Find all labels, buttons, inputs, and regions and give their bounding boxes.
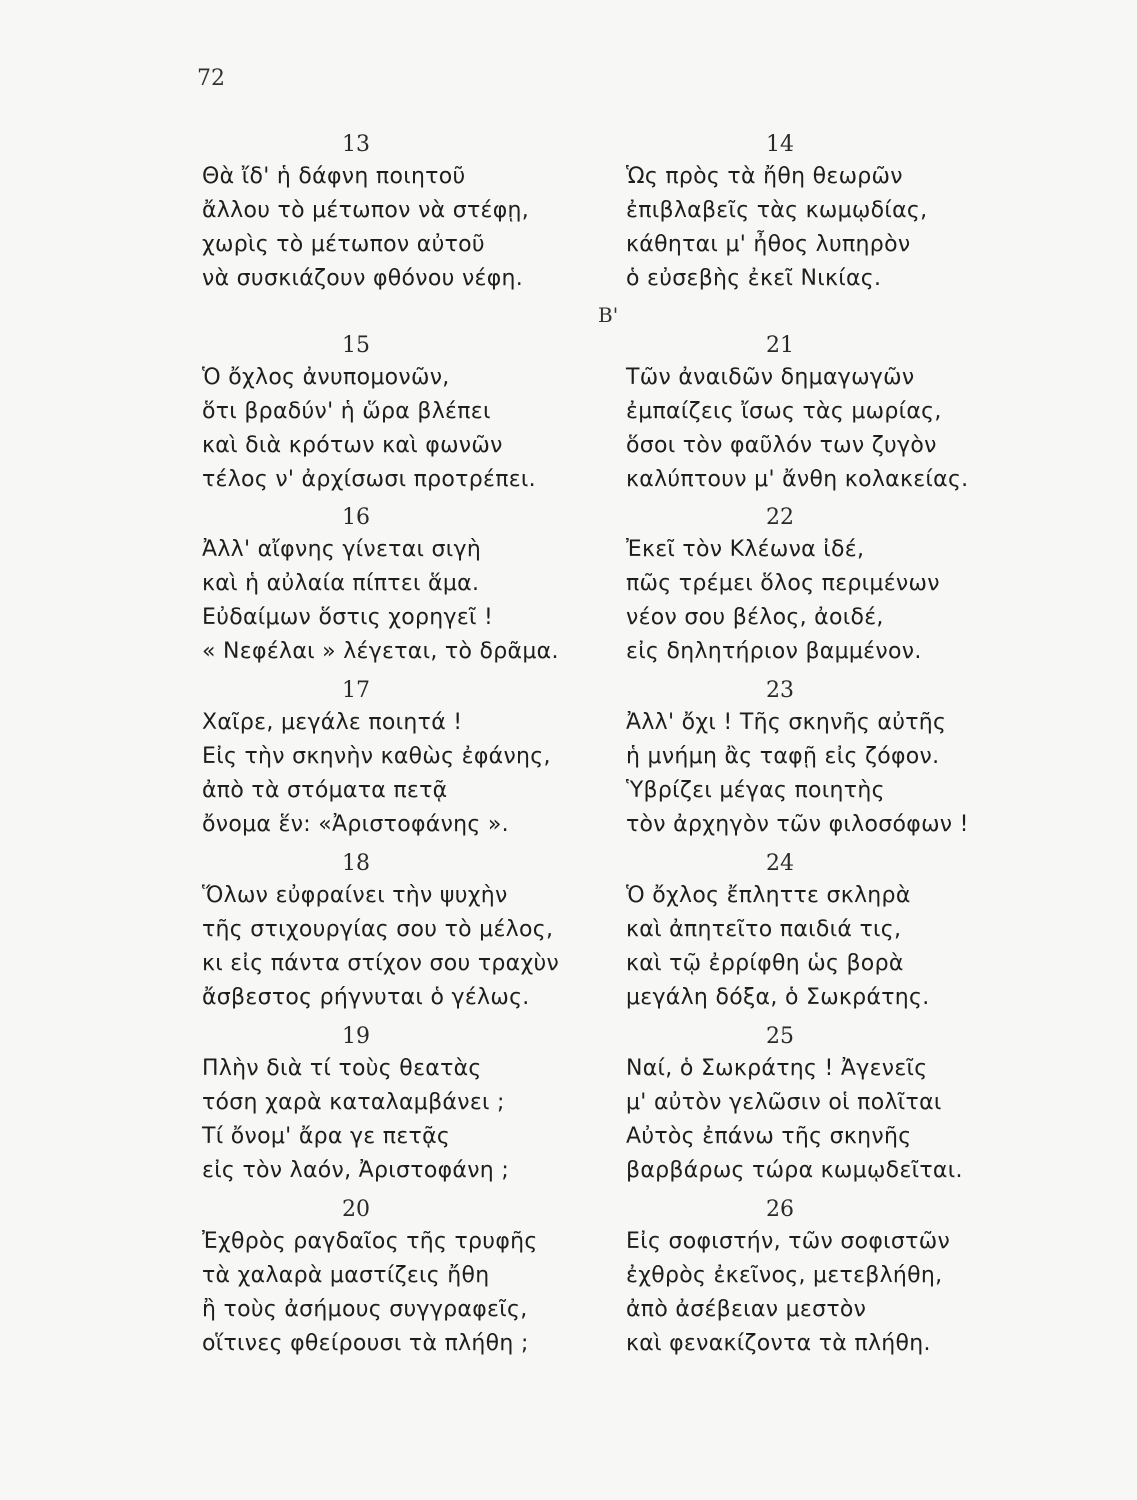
stanza — [626, 130, 1056, 296]
verse-line: ἀπὸ τὰ στόματα πετᾷ — [202, 778, 448, 803]
stanza-number: 22 — [766, 505, 794, 530]
stanza-number: 13 — [342, 132, 370, 157]
stanza-number: 15 — [342, 333, 370, 358]
stanza-number: 19 — [342, 1024, 370, 1049]
stanza — [626, 331, 1056, 497]
stanza — [202, 331, 632, 497]
verse-line: « Νεφέλαι » λέγεται, τὸ δρᾶμα. — [202, 639, 559, 664]
stanza — [202, 130, 632, 296]
stanza — [626, 1195, 1056, 1361]
stanza-number: 25 — [766, 1024, 794, 1049]
verse-line: τὰ χαλαρὰ μαστίζεις ἤθη — [202, 1263, 490, 1288]
verse-line: Ἀλλ' αἴφνης γίνεται σιγὴ — [202, 537, 482, 562]
verse-line: νέον σου βέλος, ἀοιδέ, — [626, 605, 884, 630]
verse-line: Εἰς σοφιστήν, τῶν σοφιστῶν — [626, 1229, 951, 1254]
stanza-number: 17 — [342, 678, 370, 703]
stanza — [202, 503, 632, 669]
verse-line: Ὅλων εὐφραίνει τὴν ψυχὴν — [202, 883, 508, 908]
verse-line: καὶ ἀπητεῖτο παιδιά τις, — [626, 917, 902, 942]
stanza-number: 16 — [342, 505, 370, 530]
stanza-number: 26 — [766, 1197, 794, 1222]
verse-line: Ἐκεῖ τὸν Κλέωνα ἰδέ, — [626, 537, 865, 562]
verse-line: Ναί, ὁ Σωκράτης ! Ἀγενεῖς — [626, 1056, 928, 1081]
verse-line: καὶ διὰ κρότων καὶ φωνῶν — [202, 433, 503, 458]
stanza — [202, 676, 632, 842]
verse-line: ἢ τοὺς ἀσήμους συγγραφεῖς, — [202, 1297, 528, 1322]
verse-line: κάθηται μ' ἦθος λυπηρὸν — [626, 232, 911, 257]
verse-line: καὶ τῷ ἐρρίφθη ὡς βορὰ — [626, 951, 904, 976]
verse-line: τόση χαρὰ καταλαμβάνει ; — [202, 1090, 505, 1115]
verse-line: ἐμπαίζεις ἴσως τὰς μωρίας, — [626, 399, 942, 424]
verse-line: ἐχθρὸς ἐκεῖνος, μετεβλήθη, — [626, 1263, 943, 1288]
verse-line: Τί ὄνομ' ἄρα γε πετᾷς — [202, 1124, 451, 1149]
verse-line: Ὡς πρὸς τὰ ἤθη θεωρῶν — [626, 164, 903, 189]
verse-line: Ἐχθρὸς ραγδαῖος τῆς τρυφῆς — [202, 1229, 538, 1254]
verse-line: ἄλλου τὸ μέτωπον νὰ στέφῃ, — [202, 198, 530, 223]
stanza-number: 18 — [342, 851, 370, 876]
verse-line: Θὰ ἴδ' ἡ δάφνη ποιητοῦ — [202, 164, 466, 189]
verse-line: ὁ εὐσεβὴς ἐκεῖ Νικίας. — [626, 266, 882, 291]
page-number: 72 — [197, 66, 225, 91]
verse-line: ὅσοι τὸν φαῦλόν των ζυγὸν — [626, 433, 937, 458]
verse-line: καὶ φενακίζοντα τὰ πλήθη. — [626, 1331, 931, 1356]
verse-line: καὶ ἡ αὐλαία πίπτει ἅμα. — [202, 571, 480, 596]
stanza — [202, 1022, 632, 1188]
verse-line: νὰ συσκιάζουν φθόνου νέφη. — [202, 266, 524, 291]
stanza-number: 24 — [766, 851, 794, 876]
verse-line: Χαῖρε, μεγάλε ποιητά ! — [202, 710, 463, 735]
verse-line: τέλος ν' ἀρχίσωσι προτρέπει. — [202, 467, 536, 492]
verse-line: χωρὶς τὸ μέτωπον αὐτοῦ — [202, 232, 485, 257]
stanza-number: 21 — [766, 333, 794, 358]
verse-line: Εἰς τὴν σκηνὴν καθὼς ἐφάνης, — [202, 744, 551, 769]
verse-line: Ἀλλ' ὄχι ! Τῆς σκηνῆς αὐτῆς — [626, 710, 947, 735]
stanza — [202, 849, 632, 1015]
verse-line: Ὁ ὄχλος ἔπληττε σκληρὰ — [626, 883, 911, 908]
stanza-number: 20 — [342, 1197, 370, 1222]
verse-line: ὄνομα ἕν: «Ἀριστοφάνης ». — [202, 812, 509, 837]
section-mark: Β' — [598, 303, 619, 327]
stanza-number: 23 — [766, 678, 794, 703]
stanza — [202, 1195, 632, 1361]
stanza — [626, 1022, 1056, 1188]
verse-line: βαρβάρως τώρα κωμῳδεῖται. — [626, 1158, 963, 1183]
verse-line: καλύπτουν μ' ἄνθη κολακείας. — [626, 467, 969, 492]
verse-line: Αὐτὸς ἐπάνω τῆς σκηνῆς — [626, 1124, 912, 1149]
verse-line: Ὁ ὄχλος ἀνυπομονῶν, — [202, 365, 450, 390]
verse-line: ὅτι βραδύν' ἡ ὥρα βλέπει — [202, 399, 491, 424]
verse-line: ἄσβεστος ρήγνυται ὁ γέλως. — [202, 985, 530, 1010]
verse-line: οἵτινες φθείρουσι τὰ πλήθη ; — [202, 1331, 529, 1356]
verse-line: ἐπιβλαβεῖς τὰς κωμῳδίας, — [626, 198, 928, 223]
stanza-number: 14 — [766, 132, 794, 157]
verse-line: Τῶν ἀναιδῶν δημαγωγῶν — [626, 365, 915, 390]
verse-line: Ὑβρίζει μέγας ποιητὴς — [626, 778, 885, 803]
verse-line: εἰς δηλητήριον βαμμένον. — [626, 639, 922, 664]
verse-line: Εὐδαίμων ὅστις χορηγεῖ ! — [202, 605, 494, 630]
verse-line: πῶς τρέμει ὅλος περιμένων — [626, 571, 940, 596]
verse-line: μ' αὐτὸν γελῶσιν οἱ πολῖται — [626, 1090, 942, 1115]
verse-line: ἡ μνήμη ἂς ταφῇ εἰς ζόφον. — [626, 744, 940, 769]
verse-line: εἰς τὸν λαόν, Ἀριστοφάνη ; — [202, 1158, 510, 1183]
verse-line: τὸν ἀρχηγὸν τῶν φιλοσόφων ! — [626, 812, 969, 837]
verse-line: ἀπὸ ἀσέβειαν μεστὸν — [626, 1297, 867, 1322]
stanza — [626, 676, 1056, 842]
verse-line: κι εἰς πάντα στίχον σου τραχὺν — [202, 951, 560, 976]
stanza — [626, 849, 1056, 1015]
stanza — [626, 503, 1056, 669]
verse-line: Πλὴν διὰ τί τοὺς θεατὰς — [202, 1056, 482, 1081]
verse-line: μεγάλη δόξα, ὁ Σωκράτης. — [626, 985, 930, 1010]
verse-line: τῆς στιχουργίας σου τὸ μέλος, — [202, 917, 554, 942]
